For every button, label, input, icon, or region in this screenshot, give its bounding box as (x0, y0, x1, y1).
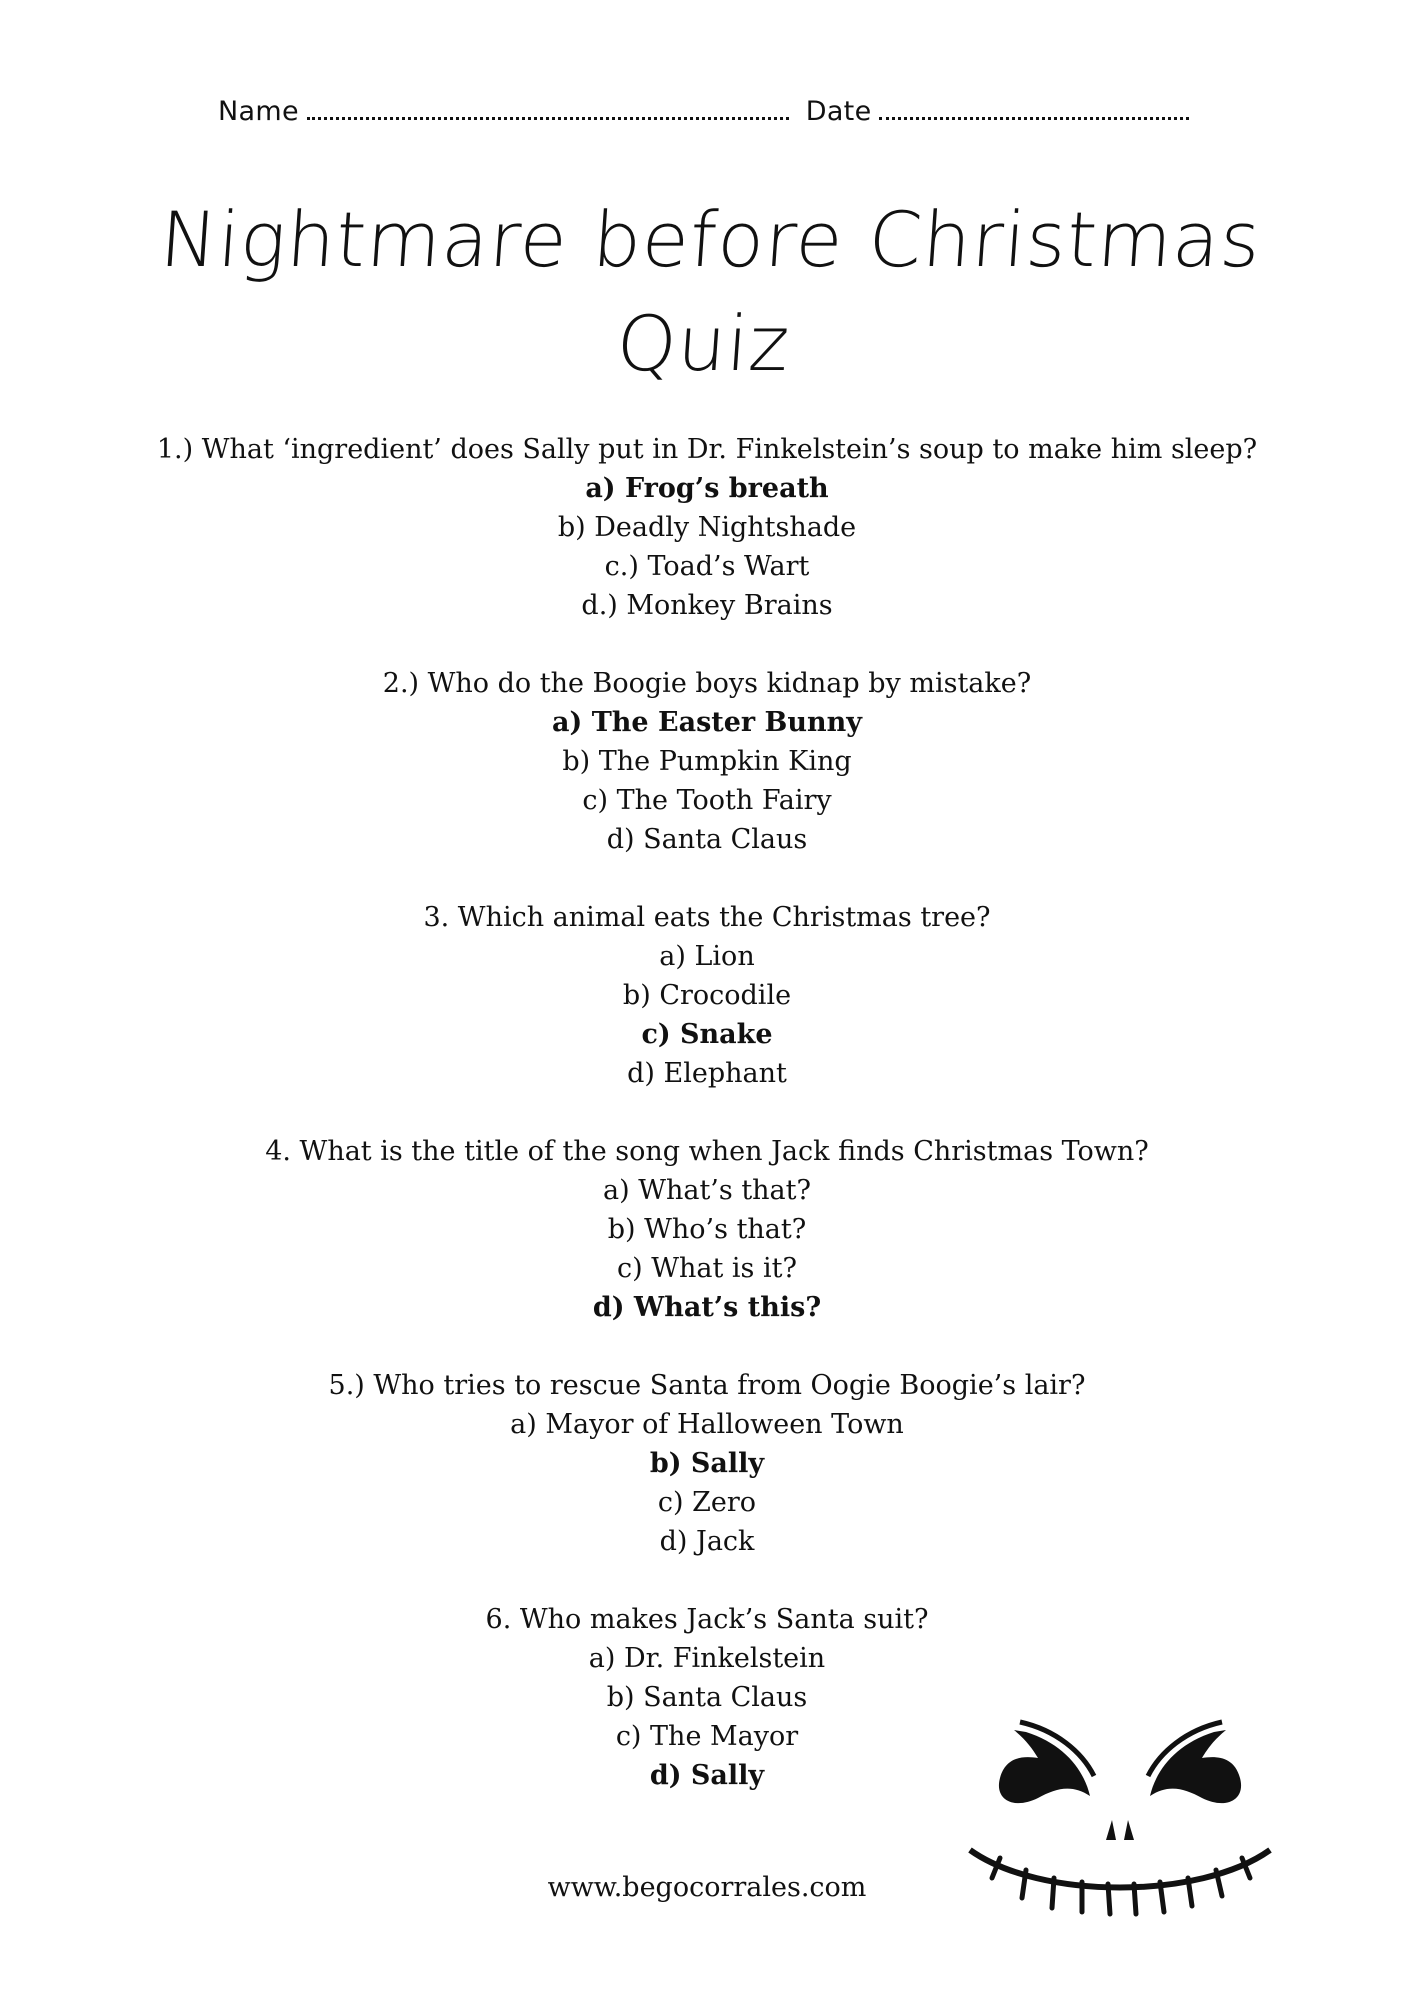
answer-option: c) Zero (657, 1487, 757, 1518)
answer-option: d) Elephant (627, 1058, 787, 1089)
answer-option: b) Crocodile (622, 980, 792, 1011)
answer-option: c) The Tooth Fairy (582, 785, 832, 816)
title-line-1: Nightmare before Christmas (157, 195, 1265, 284)
answer-option: c.) Toad’s Wart (604, 551, 810, 582)
correct-answer-option: d) What’s this? (592, 1292, 822, 1323)
question-text: 3. Which animal eats the Christmas tree? (423, 902, 991, 933)
correct-answer-option: a) Frog’s breath (585, 473, 829, 504)
title-line-2: Quiz (613, 299, 794, 388)
name-label: Name (218, 96, 299, 127)
answer-option: b) Santa Claus (606, 1682, 808, 1713)
correct-answer-option: a) The Easter Bunny (552, 707, 862, 738)
answer-option: d) Jack (659, 1526, 755, 1557)
correct-answer-option: d) Sally (649, 1760, 765, 1791)
question-block (0, 1132, 1414, 1327)
jack-skellington-face-icon (960, 1700, 1280, 1940)
answer-option: c) What is it? (617, 1253, 797, 1284)
answer-option: c) The Mayor (615, 1721, 799, 1752)
answer-option: b) The Pumpkin King (562, 746, 852, 777)
quiz-questions (0, 430, 1414, 1834)
correct-answer-option: b) Sally (649, 1448, 765, 1479)
question-text: 6. Who makes Jack’s Santa suit? (485, 1604, 929, 1635)
answer-option: b) Who’s that? (607, 1214, 807, 1245)
answer-option: a) Lion (659, 941, 755, 972)
answer-option: b) Deadly Nightshade (557, 512, 857, 543)
correct-answer-option: c) Snake (641, 1019, 773, 1050)
date-line (879, 113, 1189, 120)
question-text: 1.) What ‘ingredient’ does Sally put in Dr. Finkelstein’s soup to make him sleep? (156, 434, 1258, 465)
answer-option: a) Dr. Finkelstein (588, 1643, 826, 1674)
date-label: Date (805, 96, 872, 127)
answer-option: d.) Monkey Brains (581, 590, 833, 621)
question-block (0, 1366, 1414, 1561)
footer-url: www.begocorrales.com (547, 1872, 867, 1903)
answer-option: d) Santa Claus (606, 824, 808, 855)
question-block (0, 898, 1414, 1093)
question-text: 5.) Who tries to rescue Santa from Oogie Boogie’s lair? (328, 1370, 1086, 1401)
name-line (307, 113, 789, 120)
answer-option: a) Mayor of Halloween Town (510, 1409, 904, 1440)
question-text: 4. What is the title of the song when Jack finds Christmas Town? (265, 1136, 1149, 1167)
answer-option: a) What’s that? (603, 1175, 811, 1206)
question-block (0, 430, 1414, 625)
question-text: 2.) Who do the Boogie boys kidnap by mistake? (382, 668, 1032, 699)
question-block (0, 664, 1414, 859)
name-date-header (218, 96, 1198, 127)
page-title (0, 188, 1414, 396)
